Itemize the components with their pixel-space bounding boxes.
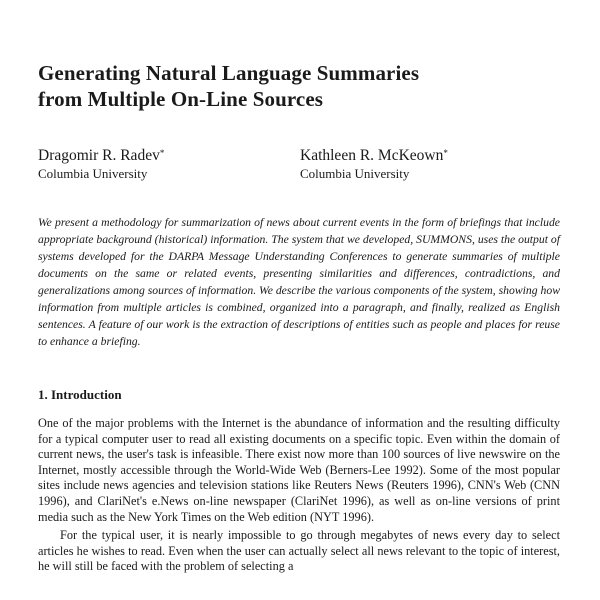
paper-title xyxy=(38,60,498,112)
author-name-2 xyxy=(300,147,448,164)
author-name-1-text: Dragomir R. Radev xyxy=(38,147,160,164)
body-text xyxy=(38,416,560,575)
paper-title-line-2: from Multiple On-Line Sources xyxy=(38,87,324,111)
author-block-2 xyxy=(300,146,448,182)
author-name-2-text: Kathleen R. McKeown xyxy=(300,147,444,164)
author-name-1 xyxy=(38,147,164,164)
paragraph-1: One of the major problems with the Internet is the abundance of information and the resulting difficulty for a typical computer user to read all existing documents on a specific topic. Even within the domain of current news, the user's task is infeasible. There exist now more than 100 sources of live newswire on the Internet, mostly accessible through the World-Wide Web (Berners-Lee 1992). Some of the most popular sites include news agencies and television stations like Reuters News (Reuters 1996), CNN's Web (CNN 1996), and ClariNet's e.News on-line newspaper (ClariNet 1996), as well as on-line versions of print media such as the New York Times on the Web edition (NYT 1996). xyxy=(38,416,560,524)
author-mark-1: * xyxy=(159,148,165,158)
author-affiliation-2: Columbia University xyxy=(300,166,410,181)
section-heading: 1. Introduction xyxy=(38,387,122,402)
abstract: We present a methodology for summarization of news about current events in the form of briefings that include appropriate background (historical) information. The system that we developed, SUMMONS, uses the output of systems developed for the DARPA Message Understanding Conferences to generate summaries of multiple documents on the same or related events, presenting similarities and differences, contradictions, and generalizations among sources of information. We describe the various components of the system, showing how information from multiple articles is combined, organized into a paragraph, and finally, realized as English sentences. A feature of our work is the extraction of descriptions of entities such as people and places for reuse to enhance a briefing. xyxy=(38,216,560,348)
author-mark-2: * xyxy=(443,148,448,158)
author-affiliation-1: Columbia University xyxy=(38,166,148,181)
paragraph-2: For the typical user, it is nearly impossible to go through megabytes of news every day to select articles he wishes to read. Even when the user can actually select all news relevant to the topic of interest, he will still be faced with the problem of selecting a xyxy=(38,528,560,574)
paper-title-line-1: Generating Natural Language Summaries xyxy=(38,61,420,85)
author-block-1 xyxy=(38,146,164,182)
